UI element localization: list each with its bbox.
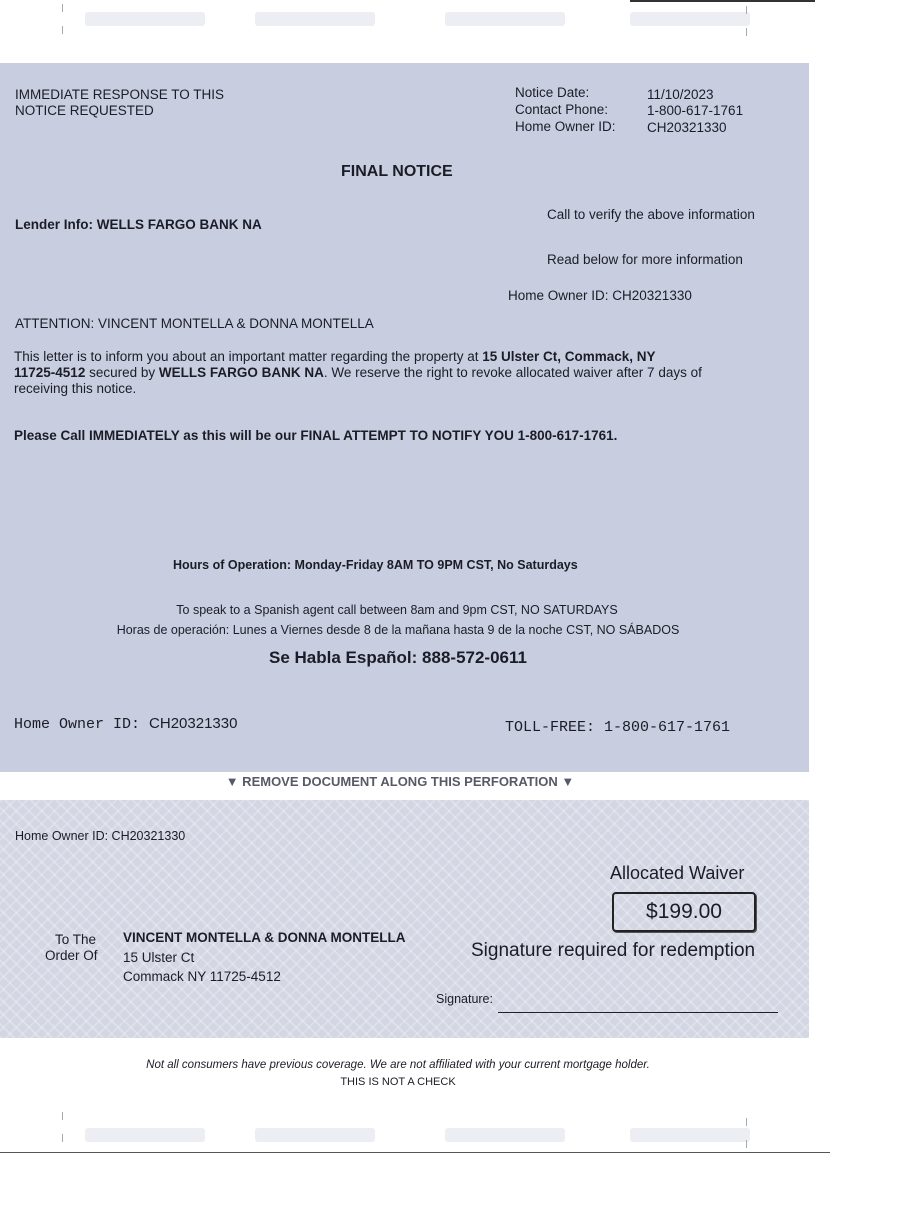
body-address-1: 15 Ulster Ct, Commack, NY bbox=[482, 349, 656, 364]
immediate-response-line-1: IMMEDIATE RESPONSE TO THIS bbox=[15, 87, 225, 102]
lender-name: WELLS FARGO BANK NA bbox=[96, 217, 262, 232]
allocated-waiver-label: Allocated Waiver bbox=[610, 863, 745, 883]
perforation-line: ▼ REMOVE DOCUMENT ALONG THIS PERFORATION ▼ bbox=[225, 774, 575, 789]
se-habla-espanol: Se Habla Español: 888-572-0611 bbox=[269, 648, 527, 667]
bottom-id-value: CH20321330 bbox=[149, 715, 238, 732]
signature-required-text: Signature required for redemption bbox=[471, 940, 756, 961]
spanish-agent-line: To speak to a Spanish agent call between 8am and 9pm CST, NO SATURDAYS bbox=[176, 603, 618, 617]
tick-mark bbox=[62, 26, 63, 34]
signature-label: Signature: bbox=[436, 992, 493, 1006]
payee-street: 15 Ulster Ct bbox=[123, 950, 195, 965]
scan-artifact bbox=[630, 1128, 750, 1142]
disclaimer-text: Not all consumers have previous coverage. We are not affiliated with your current mortgage holder. bbox=[146, 1059, 650, 1071]
spanish-hours-line: Horas de operación: Lunes a Viernes desde 8 de la mañana hasta 9 de la noche CST, NO SÁBADOS bbox=[116, 623, 680, 637]
tick-mark bbox=[62, 4, 63, 12]
payee-city: Commack NY 11725-4512 bbox=[123, 969, 281, 984]
hours-of-operation: Hours of Operation: Monday-Friday 8AM TO 9PM CST, No Saturdays bbox=[173, 558, 578, 572]
scan-edge-line bbox=[630, 0, 815, 2]
contact-phone-label: Contact Phone: bbox=[515, 102, 609, 117]
body-address-2: 11725-4512 bbox=[14, 365, 86, 380]
scan-artifact bbox=[445, 1128, 565, 1142]
toll-free-number: TOLL-FREE: 1-800-617-1761 bbox=[505, 719, 731, 736]
bottom-home-owner-id bbox=[14, 715, 237, 733]
body-text-3: receiving this notice. bbox=[14, 381, 137, 396]
scan-artifact bbox=[85, 12, 205, 26]
notice-title: FINAL NOTICE bbox=[341, 163, 453, 180]
tick-mark bbox=[746, 1118, 747, 1126]
contact-phone-value: 1-800-617-1761 bbox=[647, 103, 744, 118]
notice-date-label: Notice Date: bbox=[515, 85, 590, 100]
lender-info bbox=[15, 217, 262, 233]
body-lender: WELLS FARGO BANK NA bbox=[158, 365, 324, 380]
scan-artifact bbox=[255, 12, 375, 26]
immediate-response-line-2: NOTICE REQUESTED bbox=[15, 103, 154, 118]
body-secured: secured by bbox=[89, 365, 156, 380]
verify-text: Call to verify the above information bbox=[547, 207, 755, 222]
waiver-amount-box: $199.00 bbox=[612, 892, 756, 932]
call-immediately-line: Please Call IMMEDIATELY as this will be our FINAL ATTEMPT TO NOTIFY YOU 1-800-617-1761. bbox=[14, 428, 618, 443]
scan-artifact bbox=[445, 12, 565, 26]
signature-line[interactable] bbox=[498, 1012, 778, 1013]
read-below-text: Read below for more information bbox=[547, 252, 743, 267]
lender-label: Lender Info: bbox=[15, 217, 93, 232]
scan-artifact bbox=[85, 1128, 205, 1142]
tick-mark bbox=[62, 1112, 63, 1120]
scan-artifact bbox=[630, 12, 750, 26]
bottom-id-label: Home Owner ID: bbox=[14, 716, 150, 733]
tick-mark bbox=[62, 1134, 63, 1142]
voucher-home-owner-id: Home Owner ID: CH20321330 bbox=[15, 829, 186, 843]
home-owner-id-label: Home Owner ID: bbox=[515, 119, 616, 134]
not-a-check-text: THIS IS NOT A CHECK bbox=[340, 1076, 456, 1088]
payee-name: VINCENT MONTELLA & DONNA MONTELLA bbox=[123, 930, 406, 945]
to-the-label: To The bbox=[55, 932, 97, 947]
home-owner-id-value: CH20321330 bbox=[647, 120, 727, 135]
body-text-1: This letter is to inform you about an important matter regarding the property at bbox=[14, 349, 479, 364]
body-paragraph bbox=[14, 349, 774, 397]
scan-edge-line bbox=[0, 1152, 830, 1153]
notice-date-value: 11/10/2023 bbox=[647, 87, 714, 102]
attention-line: ATTENTION: VINCENT MONTELLA & DONNA MONTELLA bbox=[15, 316, 374, 331]
scan-artifact bbox=[255, 1128, 375, 1142]
tick-mark bbox=[746, 6, 747, 14]
tick-mark bbox=[746, 28, 747, 36]
tick-mark bbox=[746, 1140, 747, 1148]
body-text-2: . We reserve the right to revoke allocated waiver after 7 days of bbox=[323, 365, 702, 380]
order-of-label: Order Of bbox=[45, 948, 98, 963]
home-owner-id-line: Home Owner ID: CH20321330 bbox=[508, 288, 692, 303]
